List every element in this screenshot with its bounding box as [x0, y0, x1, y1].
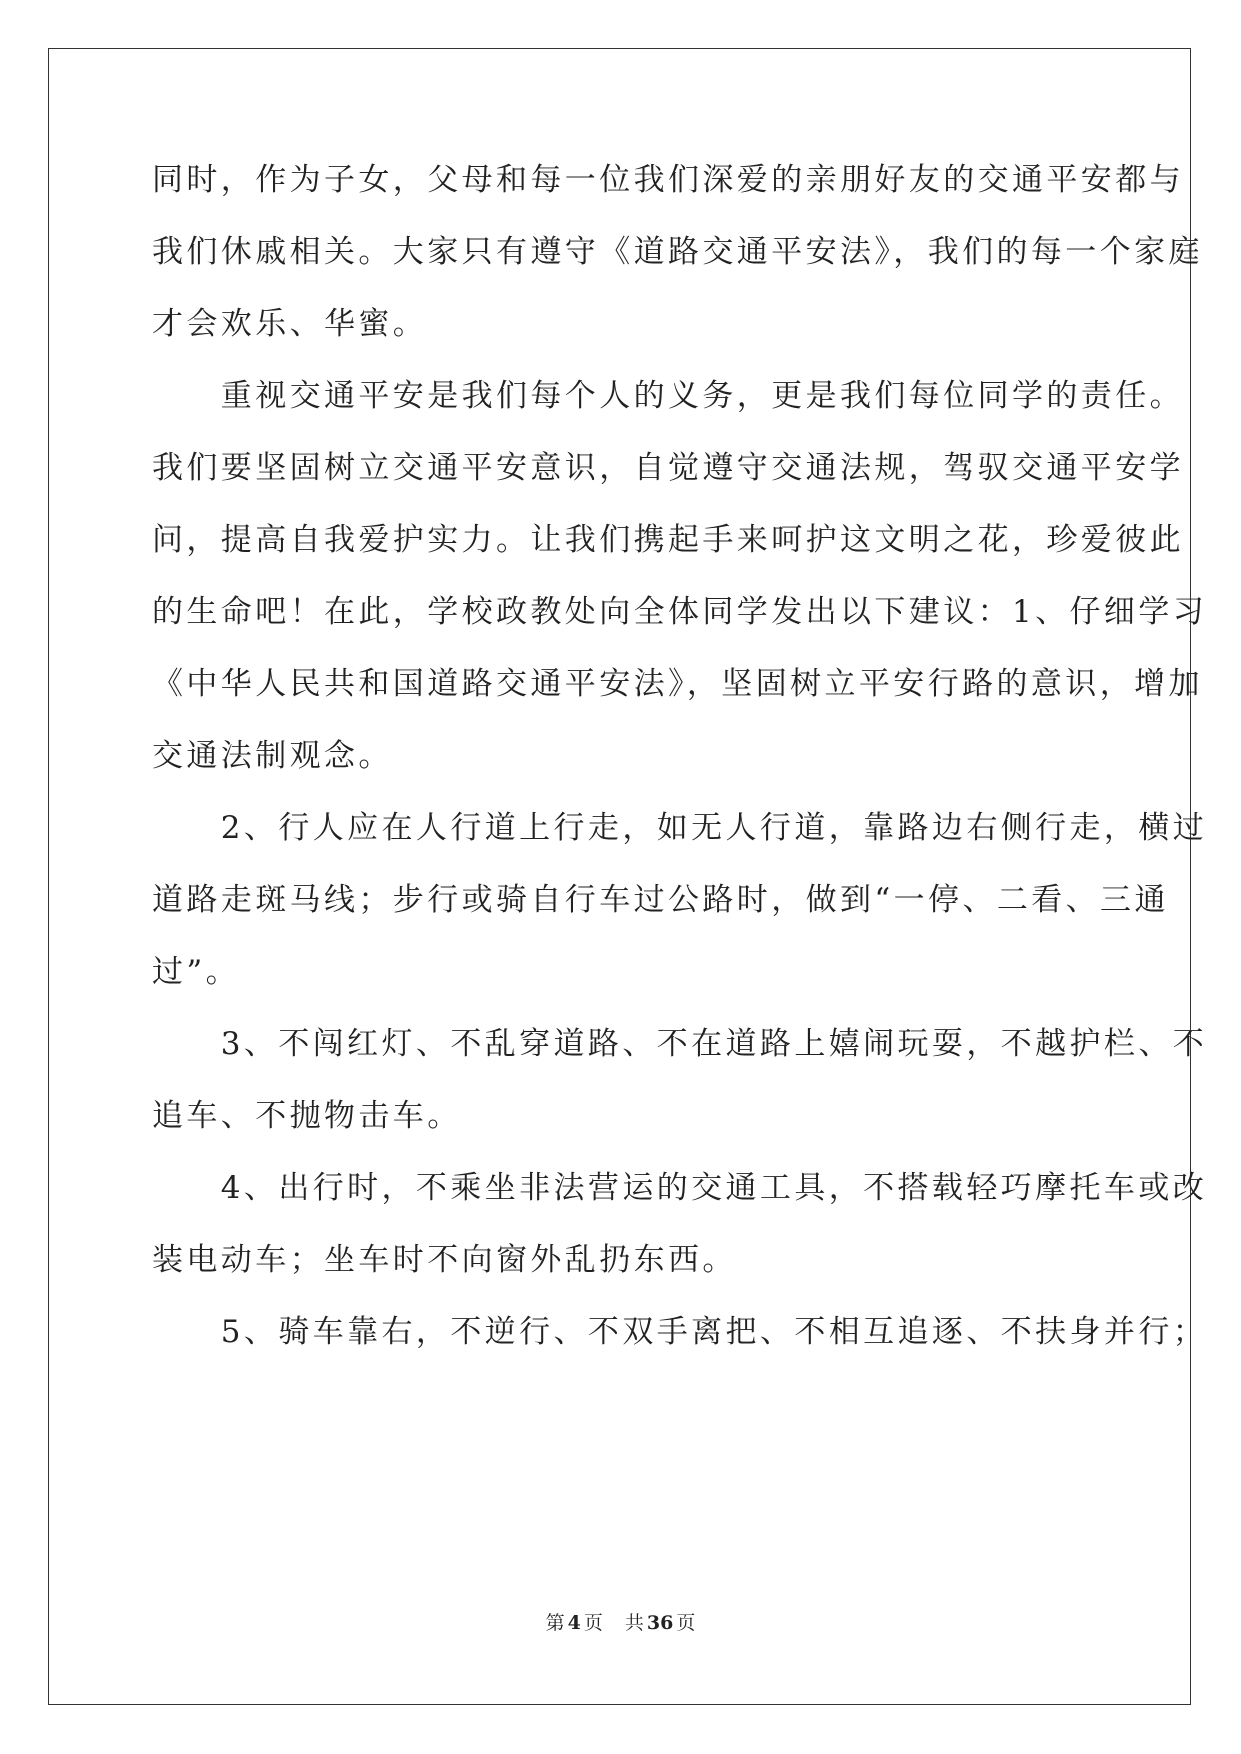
text-line: 我们要坚固树立交通平安意识，自觉遵守交通法规，驾驭交通平安学 [152, 450, 1184, 486]
text-line: 的生命吧！在此，学校政教处向全体同学发出以下建议：1、仔细学习 [152, 594, 1208, 630]
page-prefix: 第 [545, 1612, 565, 1634]
text-line: 过”。 [152, 954, 241, 990]
total-prefix: 共 [624, 1612, 644, 1634]
text-line: 追车、不抛物击车。 [152, 1098, 462, 1134]
page-number: 4 [567, 1612, 581, 1634]
text-line: 道路走斑马线；步行或骑自行车过公路时，做到“一停、二看、三通 [152, 882, 1169, 918]
text-line: 同时，作为子女，父母和每一位我们深爱的亲朋好友的交通平安都与 [152, 162, 1184, 198]
page-footer [0, 1611, 1241, 1635]
text-line: 问，提高自我爱护实力。让我们携起手来呵护这文明之花，珍爱彼此 [152, 522, 1184, 558]
text-line: 3、不闯红灯、不乱穿道路、不在道路上嬉闹玩耍，不越护栏、不 [152, 1026, 1208, 1062]
text-line: 4、出行时，不乘坐非法营运的交通工具，不搭载轻巧摩托车或改 [152, 1170, 1208, 1206]
total-pages: 36 [646, 1612, 674, 1634]
text-line: 才会欢乐、华蜜。 [152, 306, 428, 342]
text-line: 我们休戚相关。大家只有遵守《道路交通平安法》，我们的每一个家庭 [152, 234, 1203, 270]
total-suffix: 页 [676, 1612, 696, 1634]
page-suffix: 页 [583, 1612, 603, 1634]
text-line: 《中华人民共和国道路交通平安法》，坚固树立平安行路的意识，增加 [152, 666, 1203, 702]
text-line: 重视交通平安是我们每个人的义务，更是我们每位同学的责任。 [152, 378, 1184, 414]
page-border [48, 48, 1191, 1705]
text-line: 交通法制观念。 [152, 738, 393, 774]
text-line: 5、骑车靠右，不逆行、不双手离把、不相互追逐、不扶身并行； [152, 1314, 1208, 1350]
text-line: 2、行人应在人行道上行走，如无人行道，靠路边右侧行走，横过 [152, 810, 1208, 846]
text-line: 装电动车；坐车时不向窗外乱扔东西。 [152, 1242, 737, 1278]
